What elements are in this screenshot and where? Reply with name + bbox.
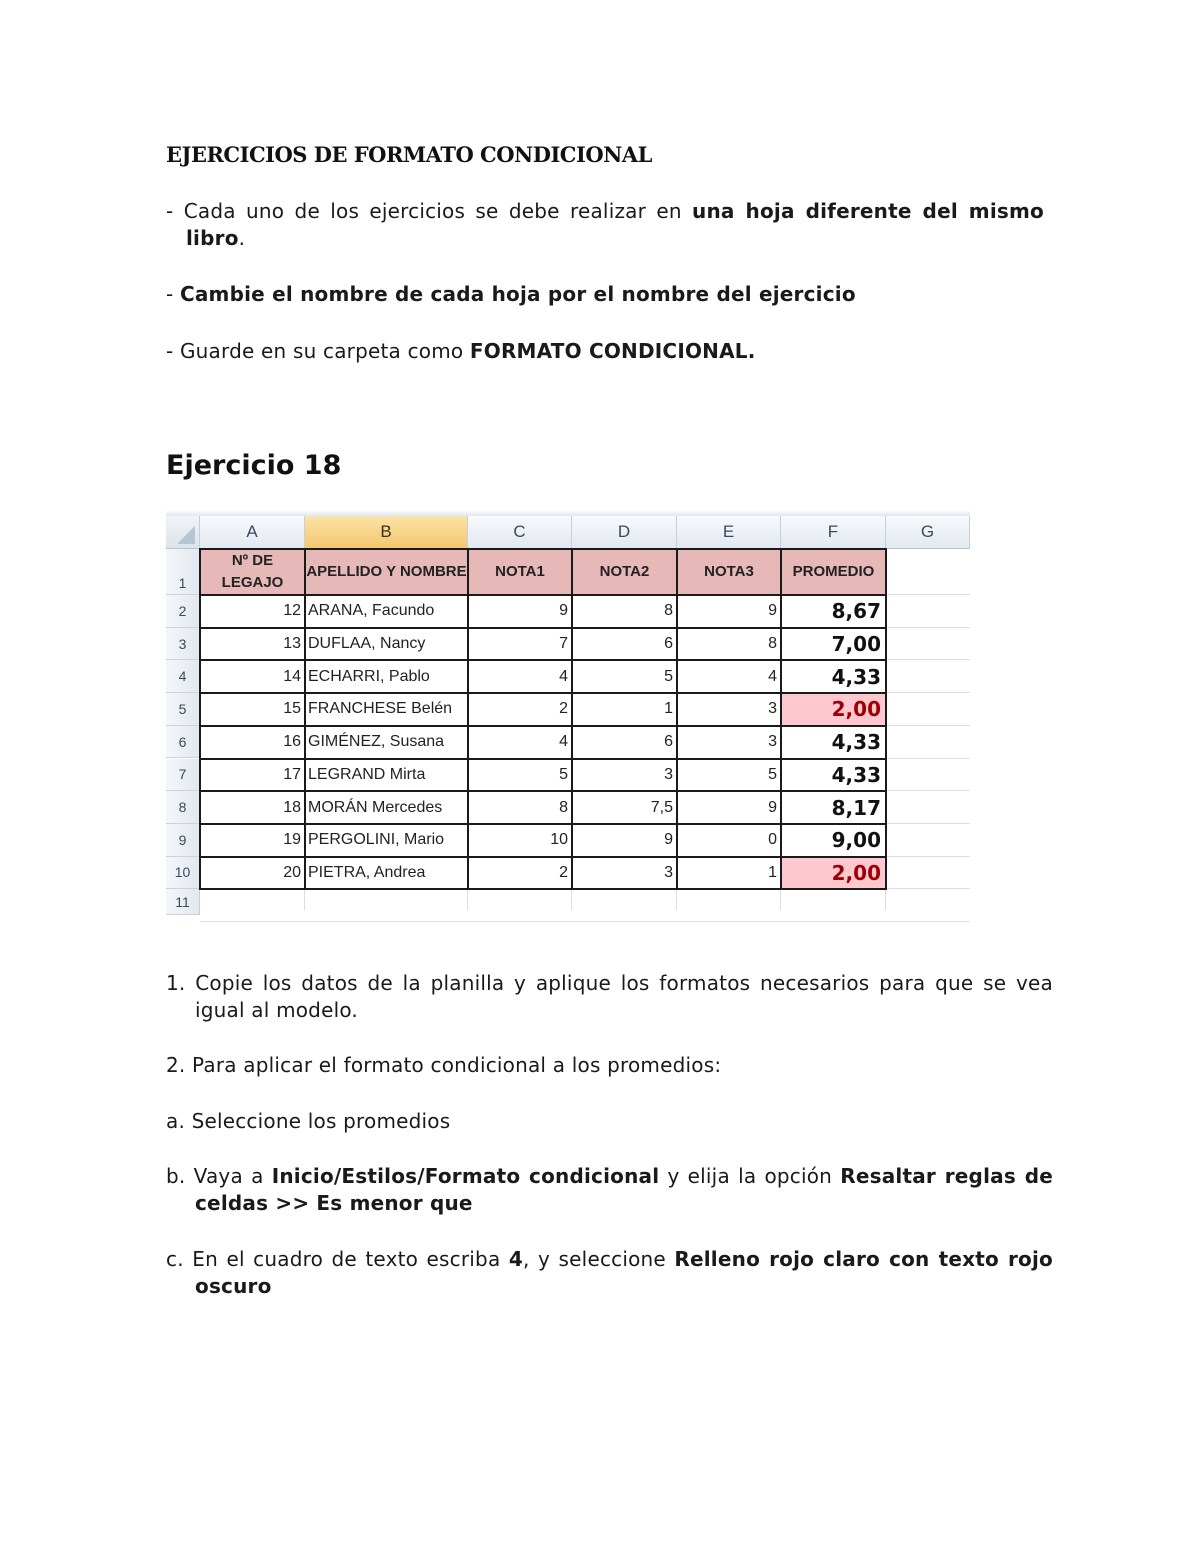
cell-n1[interactable]: 9 (559, 602, 568, 620)
exercise-title: Ejercicio 18 (166, 450, 342, 481)
table-border-horizontal (199, 856, 887, 858)
cell-nombre[interactable]: LEGRAND Mirta (308, 765, 426, 783)
cell-n3[interactable]: 3 (768, 700, 777, 718)
step-marker: a. (166, 1109, 186, 1133)
cell-legajo[interactable]: 16 (283, 733, 301, 751)
header-cell-promedio[interactable]: PROMEDIO (781, 549, 886, 595)
table-border-horizontal (199, 548, 887, 550)
cell-prom[interactable]: 2,00 (781, 857, 886, 890)
cell-n1[interactable]: 4 (559, 733, 568, 751)
cell-n2[interactable]: 3 (664, 863, 673, 881)
row-header-6[interactable]: 6 (166, 726, 200, 759)
table-border-vertical (304, 549, 306, 889)
step-b-bold: Inicio/Estilos/Formato condicional (271, 1164, 660, 1188)
step-b-bold-2: Resaltar reglas de celdas >> Es menor que (195, 1164, 1053, 1215)
cell-n1[interactable]: 8 (559, 798, 568, 816)
row-header-8[interactable]: 8 (166, 791, 200, 824)
instruction-3-bold: FORMATO CONDICIONAL. (469, 339, 756, 363)
select-all-icon (177, 526, 195, 544)
row-header-5[interactable]: 5 (166, 693, 200, 726)
cell-nombre[interactable]: ARANA, Facundo (308, 602, 435, 620)
row-header-3[interactable]: 3 (166, 628, 200, 661)
cell-legajo[interactable]: 14 (283, 667, 301, 685)
cell-nombre[interactable]: FRANCHESE Belén (308, 700, 453, 718)
cell-n1[interactable]: 2 (559, 700, 568, 718)
cell-nombre[interactable]: DUFLAA, Nancy (308, 635, 426, 653)
instruction-3-text: Guarde en su carpeta como (179, 339, 470, 363)
gridline-horizontal (200, 921, 970, 922)
cell-prom[interactable]: 9,00 (831, 828, 881, 853)
column-header-f[interactable]: F (781, 516, 886, 549)
step-c-bold-2: Relleno rojo claro con texto rojo oscuro (195, 1247, 1053, 1298)
cell-n3[interactable]: 9 (768, 798, 777, 816)
cell-nombre[interactable]: PERGOLINI, Mario (308, 831, 445, 849)
cell-n3[interactable]: 3 (768, 733, 777, 751)
cell-n3[interactable]: 0 (768, 831, 777, 849)
row-header-2[interactable]: 2 (166, 595, 200, 628)
table-border-horizontal (199, 725, 887, 727)
instruction-1-text: Cada uno de los ejercicios se debe realizar en (183, 199, 693, 223)
cell-prom[interactable]: 4,33 (831, 762, 881, 787)
document-title: EJERCICIOS DE FORMATO CONDICIONAL (166, 142, 652, 167)
table-border-horizontal (199, 888, 887, 890)
cell-legajo[interactable]: 17 (283, 765, 301, 783)
step-b-text: Vaya a (193, 1164, 272, 1188)
header-cell-nota2[interactable]: NOTA2 (572, 549, 677, 595)
column-header-e[interactable]: E (677, 516, 781, 549)
dash: - (166, 339, 174, 363)
step-a (166, 1108, 1053, 1135)
cell-n1[interactable]: 5 (559, 765, 568, 783)
table-border-vertical (467, 549, 469, 889)
step-marker: 1. (166, 971, 186, 995)
dash: - (166, 282, 174, 306)
table-border-horizontal (199, 627, 887, 629)
table-border-vertical (885, 549, 887, 889)
table-border-horizontal (199, 692, 887, 694)
cell-prom[interactable]: 8,17 (831, 795, 881, 820)
cell-n2[interactable]: 6 (664, 733, 673, 751)
column-header-c[interactable]: C (468, 516, 572, 549)
instruction-1 (166, 198, 1044, 252)
instruction-1-bold: una hoja diferente del mismo libro (186, 199, 1044, 250)
cell-n2[interactable]: 5 (664, 667, 673, 685)
instruction-2-bold: Cambie el nombre de cada hoja por el nombre del ejercicio (179, 282, 856, 306)
cell-legajo[interactable]: 13 (283, 635, 301, 653)
row-header-9[interactable]: 9 (166, 824, 200, 857)
step-b-text-2: y elija la opción (659, 1164, 841, 1188)
cell-nombre[interactable]: GIMÉNEZ, Susana (308, 733, 445, 751)
cell-n3[interactable]: 8 (768, 635, 777, 653)
cell-prom[interactable]: 2,00 (781, 693, 886, 726)
table-border-vertical (676, 549, 678, 889)
table-border-vertical (571, 549, 573, 889)
cell-n2[interactable]: 9 (664, 831, 673, 849)
dash: - (166, 199, 174, 223)
cell-n2[interactable]: 1 (664, 700, 673, 718)
step-1-text: Copie los datos de la planilla y aplique los formatos necesarios para que se vea igual al modelo. (195, 971, 1053, 1022)
spreadsheet-screenshot (166, 510, 970, 910)
cell-prom[interactable]: 7,00 (831, 632, 881, 657)
row-header-11[interactable]: 11 (166, 889, 200, 915)
instruction-1-end: . (238, 226, 246, 250)
instruction-3 (166, 338, 1024, 365)
step-marker: b. (166, 1164, 186, 1188)
cell-n1[interactable]: 7 (559, 635, 568, 653)
cell-n3[interactable]: 9 (768, 602, 777, 620)
cell-nombre[interactable]: ECHARRI, Pablo (308, 667, 430, 685)
step-c-text: En el cuadro de texto escriba (192, 1247, 509, 1271)
step-b (166, 1163, 1053, 1217)
header-cell-nota3[interactable]: NOTA3 (677, 549, 781, 595)
cell-n2[interactable]: 7,5 (650, 798, 673, 816)
step-c-bold: 4 (508, 1247, 524, 1271)
cell-n2[interactable]: 8 (664, 602, 673, 620)
column-header-g[interactable]: G (886, 516, 970, 549)
column-header-b[interactable]: B (305, 516, 468, 549)
cell-legajo[interactable]: 18 (283, 798, 301, 816)
row-header-10[interactable]: 10 (166, 857, 200, 890)
cell-n1[interactable]: 10 (550, 831, 568, 849)
cell-legajo[interactable]: 19 (283, 831, 301, 849)
column-header-a[interactable]: A (200, 516, 305, 549)
cell-n1[interactable]: 2 (559, 863, 568, 881)
table-border-horizontal (199, 659, 887, 661)
row-header-4[interactable]: 4 (166, 660, 200, 693)
table-border-horizontal (199, 823, 887, 825)
cell-prom[interactable]: 4,33 (831, 730, 881, 755)
column-header-d[interactable]: D (572, 516, 677, 549)
instruction-2 (166, 281, 1024, 308)
header-cell-nota1[interactable]: NOTA1 (468, 549, 572, 595)
step-2-text: Para aplicar el formato condicional a los promedios: (192, 1053, 722, 1077)
cell-nombre[interactable]: PIETRA, Andrea (308, 863, 426, 881)
step-2 (166, 1052, 1053, 1079)
cell-prom[interactable]: 8,67 (831, 599, 881, 624)
table-border-horizontal (199, 758, 887, 760)
cell-legajo[interactable]: 20 (283, 863, 301, 881)
step-marker: c. (166, 1247, 184, 1271)
cell-n1[interactable]: 4 (559, 667, 568, 685)
cell-n2[interactable]: 3 (664, 765, 673, 783)
cell-nombre[interactable]: MORÁN Mercedes (308, 798, 443, 816)
cell-legajo[interactable]: 15 (283, 700, 301, 718)
row-header-1[interactable]: 1 (166, 549, 200, 595)
select-all-corner[interactable] (166, 516, 200, 549)
table-border-horizontal (199, 594, 887, 596)
cell-n3[interactable]: 5 (768, 765, 777, 783)
table-border-vertical (780, 549, 782, 889)
step-c-text-2: , y seleccione (523, 1247, 675, 1271)
table-border-horizontal (199, 790, 887, 792)
row-header-7[interactable]: 7 (166, 759, 200, 792)
step-c (166, 1246, 1053, 1300)
step-a-text: Seleccione los promedios (191, 1109, 451, 1133)
table-border-vertical (199, 549, 201, 889)
cell-n3[interactable]: 4 (768, 667, 777, 685)
cell-legajo[interactable]: 12 (283, 602, 301, 620)
header-cell-legajo[interactable]: Nº DE LEGAJO (200, 549, 305, 595)
step-1 (166, 970, 1053, 1024)
cell-n2[interactable]: 6 (664, 635, 673, 653)
header-cell-nombre[interactable]: APELLIDO Y NOMBRE (305, 549, 468, 595)
cell-n3[interactable]: 1 (768, 863, 777, 881)
cell-prom[interactable]: 4,33 (831, 664, 881, 689)
step-marker: 2. (166, 1053, 186, 1077)
